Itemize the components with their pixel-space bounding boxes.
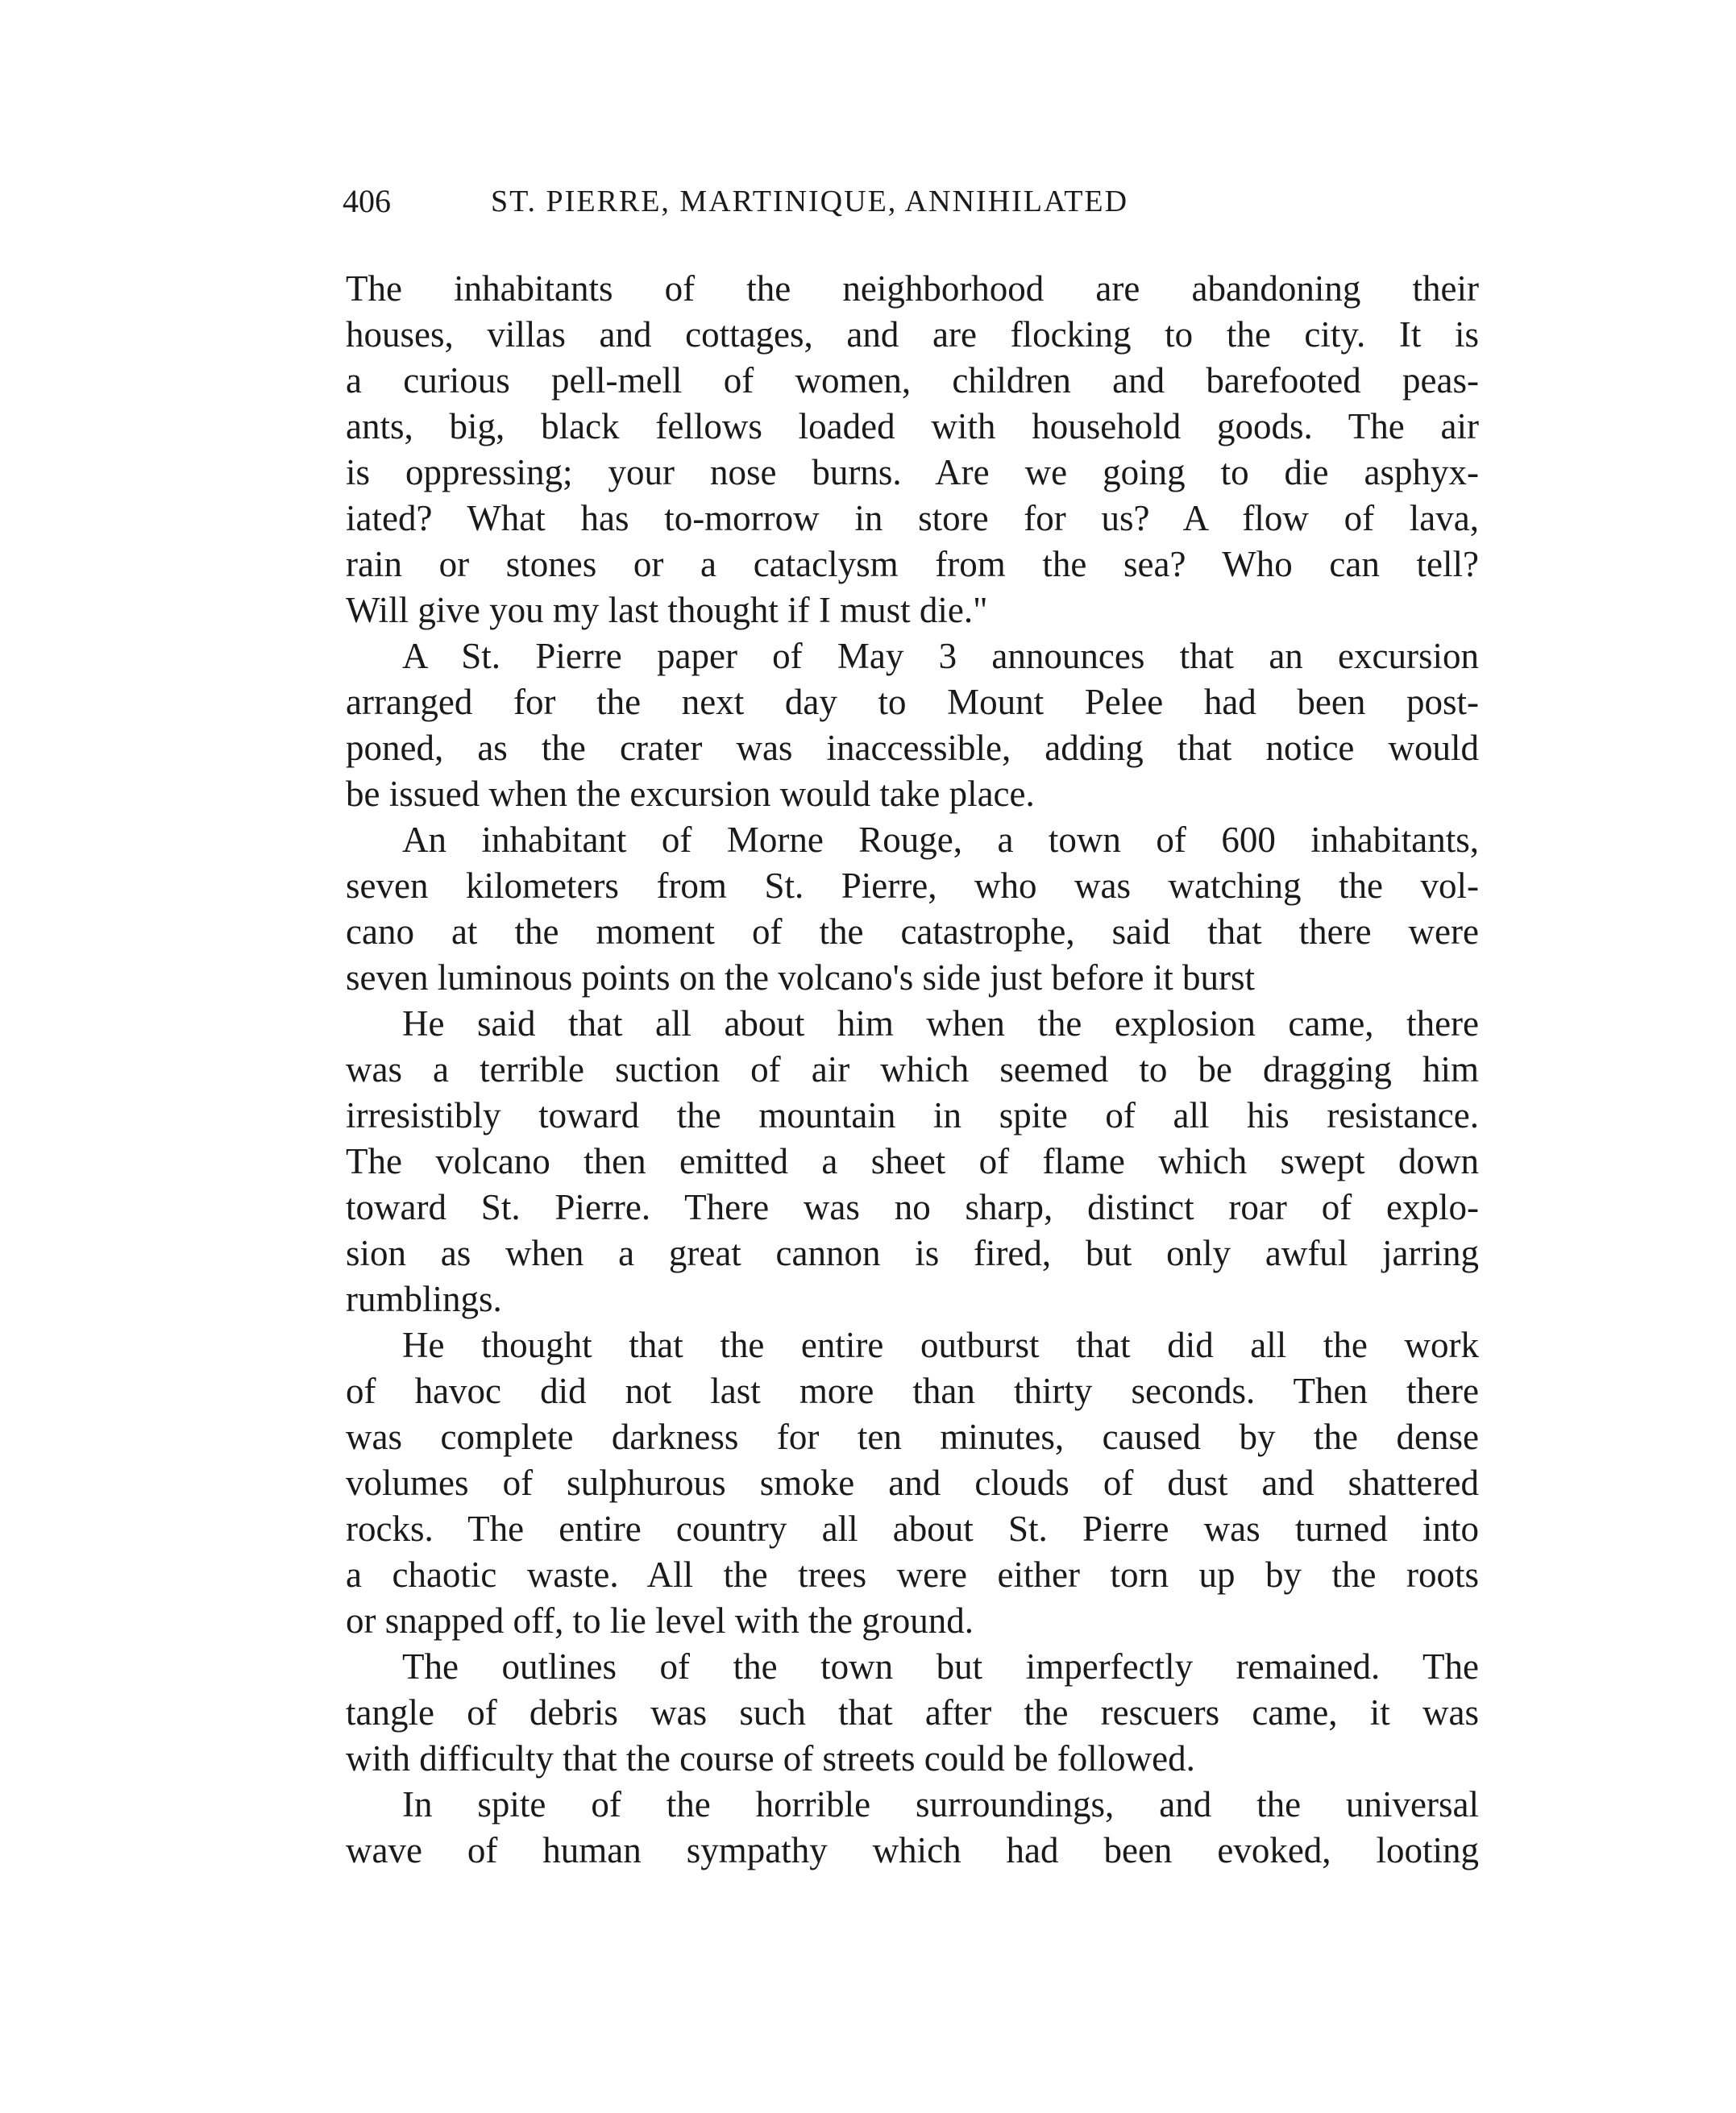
text-line: of havoc did not last more than thirty seconds. Then there (346, 1371, 1479, 1411)
text-line: was complete darkness for ten minutes, caused by the dense (346, 1417, 1479, 1457)
text-line: In spite of the horrible surroundings, and the universal (402, 1784, 1479, 1824)
text-line: A St. Pierre paper of May 3 announces that an excursion (402, 636, 1479, 676)
text-line: He said that all about him when the explosion came, there (402, 1003, 1479, 1044)
text-line: is oppressing; your nose burns. Are we going to die asphyx- (346, 452, 1479, 492)
text-line: was a terrible suction of air which seemed to be dragging him (346, 1049, 1479, 1090)
text-line: poned, as the crater was inaccessible, adding that notice would (346, 728, 1479, 768)
text-line: be issued when the excursion would take place. (346, 774, 1035, 814)
text-line: volumes of sulphurous smoke and clouds of dust and shattered (346, 1463, 1479, 1503)
paragraph (346, 1644, 1479, 1782)
text-line: irresistibly toward the mountain in spite of all his resistance. (346, 1095, 1479, 1135)
text-line: He thought that the entire outburst that did all the work (402, 1325, 1479, 1365)
text-line: seven kilometers from St. Pierre, who was watching the vol- (346, 866, 1479, 906)
text-line: arranged for the next day to Mount Pelee had been post- (346, 682, 1479, 722)
paragraph (346, 633, 1479, 817)
paragraph (346, 1322, 1479, 1644)
paragraph (346, 266, 1479, 633)
text-line: The volcano then emitted a sheet of flame which swept down (346, 1141, 1479, 1181)
text-line: or snapped off, to lie level with the ground. (346, 1600, 974, 1641)
text-line: a curious pell-mell of women, children and barefooted peas- (346, 360, 1479, 401)
text-line: tangle of debris was such that after the rescuers came, it was (346, 1692, 1479, 1733)
text-line: houses, villas and cottages, and are flocking to the city. It is (346, 314, 1479, 355)
text-line: seven luminous points on the volcano's side just before it burst (346, 957, 1255, 998)
text-line: An inhabitant of Morne Rouge, a town of 600 inhabitants, (402, 820, 1479, 860)
text-line: The outlines of the town but imperfectly remained. The (402, 1646, 1479, 1687)
text-line: with difficulty that the course of streets could be followed. (346, 1738, 1195, 1779)
text-line: cano at the moment of the catastrophe, said that there were (346, 911, 1479, 952)
paragraph (346, 1782, 1479, 1874)
text-line: rain or stones or a cataclysm from the sea? Who can tell? (346, 544, 1479, 584)
text-line: ants, big, black fellows loaded with household goods. The air (346, 406, 1479, 446)
text-line: rocks. The entire country all about St. Pierre was turned into (346, 1509, 1479, 1549)
paragraph (346, 1001, 1479, 1322)
text-line: toward St. Pierre. There was no sharp, distinct roar of explo- (346, 1187, 1479, 1227)
paragraph (346, 817, 1479, 1001)
running-head-title: ST. PIERRE, MARTINIQUE, ANNIHILATED (491, 185, 1129, 218)
page-number: 406 (343, 183, 391, 219)
text-line: rumblings. (346, 1279, 502, 1319)
text-line: wave of human sympathy which had been evoked, looting (346, 1830, 1479, 1870)
body-text (346, 266, 1479, 1874)
text-line: a chaotic waste. All the trees were either torn up by the roots (346, 1555, 1479, 1595)
text-line: The inhabitants of the neighborhood are abandoning their (346, 268, 1479, 309)
text-line: sion as when a great cannon is fired, but only awful jarring (346, 1233, 1479, 1273)
text-line: Will give you my last thought if I must die." (346, 590, 988, 630)
text-line: iated? What has to-morrow in store for us? A flow of lava, (346, 498, 1479, 538)
